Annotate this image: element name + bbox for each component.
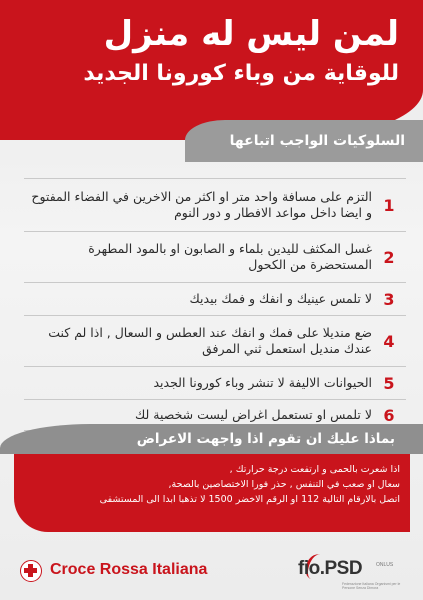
page-subtitle: للوقاية من وباء كورونا الجديد <box>83 61 399 86</box>
fiopsd-onlus: ONLUS <box>376 562 394 568</box>
item-text: ضع منديلا على فمك و انفك عند العطس و السعال , اذا لم كنت عندك منديل استعمل ثني المرفق <box>48 325 372 356</box>
symptoms-heading: بماذا عليك ان تقوم اذا واجهت الاعراض <box>0 424 423 454</box>
list-item <box>24 316 406 367</box>
symptom-line: سعال او صعب في التنفس , حذر فورا الاختصاصين بالصحة, <box>168 479 400 490</box>
section-heading: السلوكيات الواجب اتباعها <box>185 120 423 162</box>
footer <box>0 546 423 600</box>
item-text: غسل المكثف لليدين بلماء و الصابون او بالمود المطهرة المستحضرة من الكحول <box>88 241 372 272</box>
list-item <box>24 367 406 400</box>
item-text: الحيوانات الاليفة لا تنشر وباء كورونا الجديد <box>153 375 372 390</box>
item-number: 1 <box>383 195 395 215</box>
symptom-line: اتصل بالارقام التالية 112 او الرقم الاخضر 1500 لا تذهبا ابدا الى المستشفى <box>99 494 400 505</box>
page-title: لمن ليس له منزل <box>103 14 399 54</box>
item-number: 2 <box>383 247 395 267</box>
item-number: 4 <box>383 331 395 351</box>
guidelines-list <box>24 178 406 431</box>
list-item <box>24 283 406 316</box>
symptoms-box <box>14 454 410 532</box>
symptom-line: اذا شعرت بالحمى و ارتفعت درجة حرارتك , <box>229 464 400 475</box>
fiopsd-logo <box>298 554 401 594</box>
red-cross-icon <box>20 560 42 582</box>
item-number: 5 <box>383 373 395 393</box>
list-item <box>24 178 406 232</box>
item-text: لا تلمس او تستعمل اغراض ليست شخصية لك <box>134 407 372 422</box>
item-number: 6 <box>383 405 395 425</box>
fiopsd-subtitle: Federazione Italiana Organismi per le Persone Senza Dimora <box>342 582 401 590</box>
item-number: 3 <box>383 289 395 309</box>
item-text: لا تلمس عينيك و انفك و فمك بيديك <box>189 291 372 306</box>
red-cross-name: Croce Rossa Italiana <box>50 561 208 578</box>
item-text: التزم على مسافة واحد متر او اكثر من الاخرين في الفضاء المفتوح و ايضا داخل مواعد الافطار و دور النوم <box>31 189 372 220</box>
fiopsd-name: fio.PSD <box>298 558 363 579</box>
list-item <box>24 232 406 283</box>
